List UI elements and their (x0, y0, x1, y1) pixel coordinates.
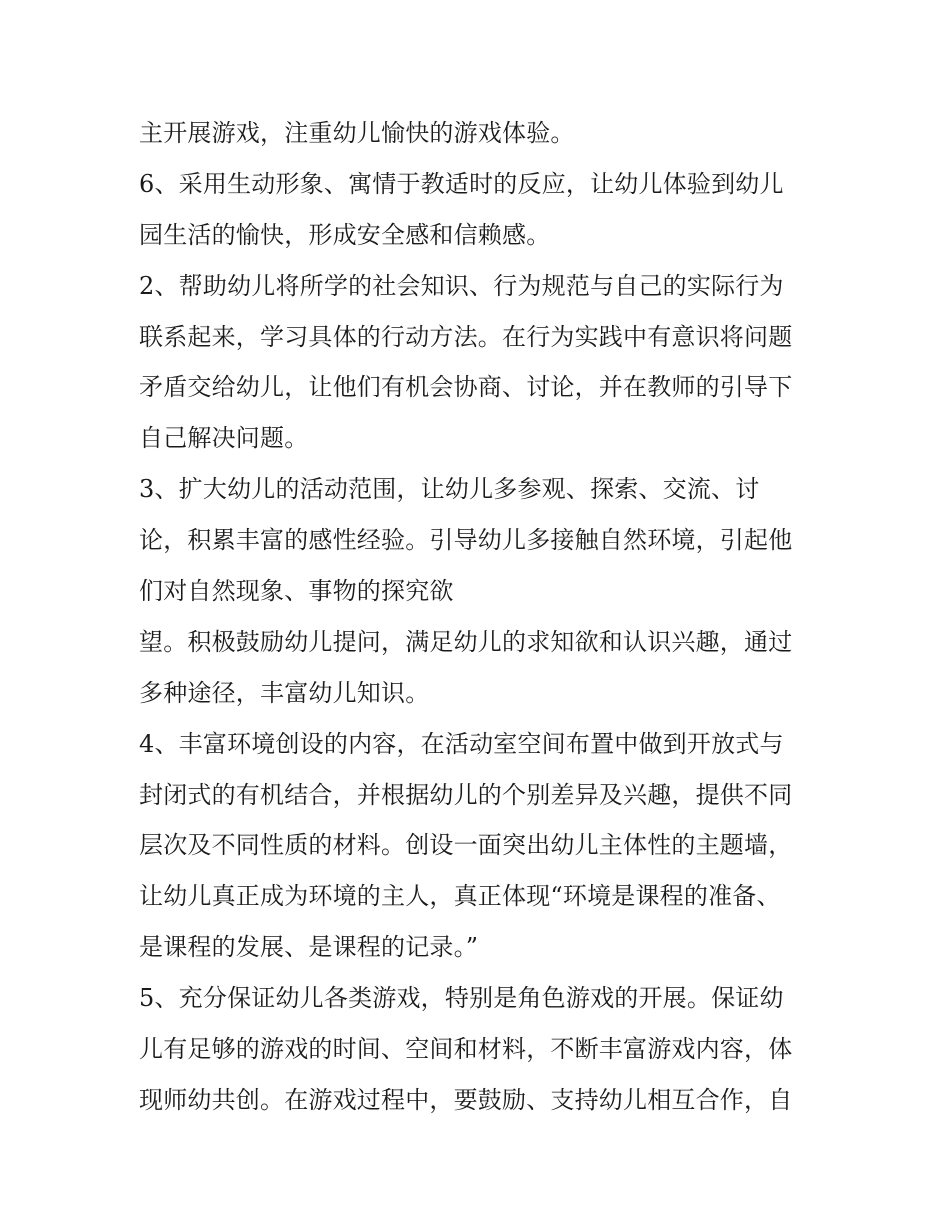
text-line: 联系起来，学习具体的行动方法。在行为实践中有意识将问题 (139, 322, 793, 351)
text-line: 多种途径，丰富幼儿知识。 (139, 678, 430, 707)
text-line: 3、扩大幼儿的活动范围，让幼儿多参观、探索、交流、讨 (139, 475, 760, 504)
text-line: 主开展游戏，注重幼儿愉快的游戏体验。 (139, 119, 575, 147)
text-line: 论，积累丰富的感性经验。引导幼儿多接触自然环境，引起他 (139, 526, 793, 555)
text-line: 现师幼共创。在游戏过程中，要鼓励、支持幼儿相互合作，自 (139, 1085, 793, 1114)
text-line: 2、帮助幼儿将所学的社会知识、行为规范与自己的实际行为 (139, 271, 784, 300)
text-line: 5、充分保证幼儿各类游戏，特别是角色游戏的开展。保证幼 (139, 984, 784, 1013)
text-line: 们对自然现象、事物的探究欲 (139, 577, 454, 606)
text-line: 层次及不同性质的材料。创设一面突出幼儿主体性的主题墙， (139, 831, 793, 860)
document-body (139, 108, 819, 1126)
text-line: 4、丰富环境创设的内容，在活动室空间布置中做到开放式与 (139, 729, 784, 758)
text-line: 望。积极鼓励幼儿提问，满足幼儿的求知欲和认识兴趣，通过 (139, 627, 793, 656)
text-line: 园生活的愉快，形成安全感和信赖感。 (139, 220, 551, 249)
text-line: 封闭式的有机结合，并根据幼儿的个别差异及兴趣，提供不同 (139, 780, 793, 809)
text-line: 自己解决问题。 (139, 424, 309, 453)
text-line: 让幼儿真正成为环境的主人，真正体现“环境是课程的准备、 (139, 882, 781, 911)
text-line: 矛盾交给幼儿，让他们有机会协商、讨论，并在教师的引导下 (139, 373, 793, 402)
text-line: 儿有足够的游戏的时间、空间和材料，不断丰富游戏内容，体 (139, 1035, 793, 1064)
text-line: 是课程的发展、是课程的记录。” (139, 933, 479, 962)
text-line: 6、采用生动形象、寓情于教适时的反应，让幼儿体验到幼儿 (139, 169, 784, 198)
